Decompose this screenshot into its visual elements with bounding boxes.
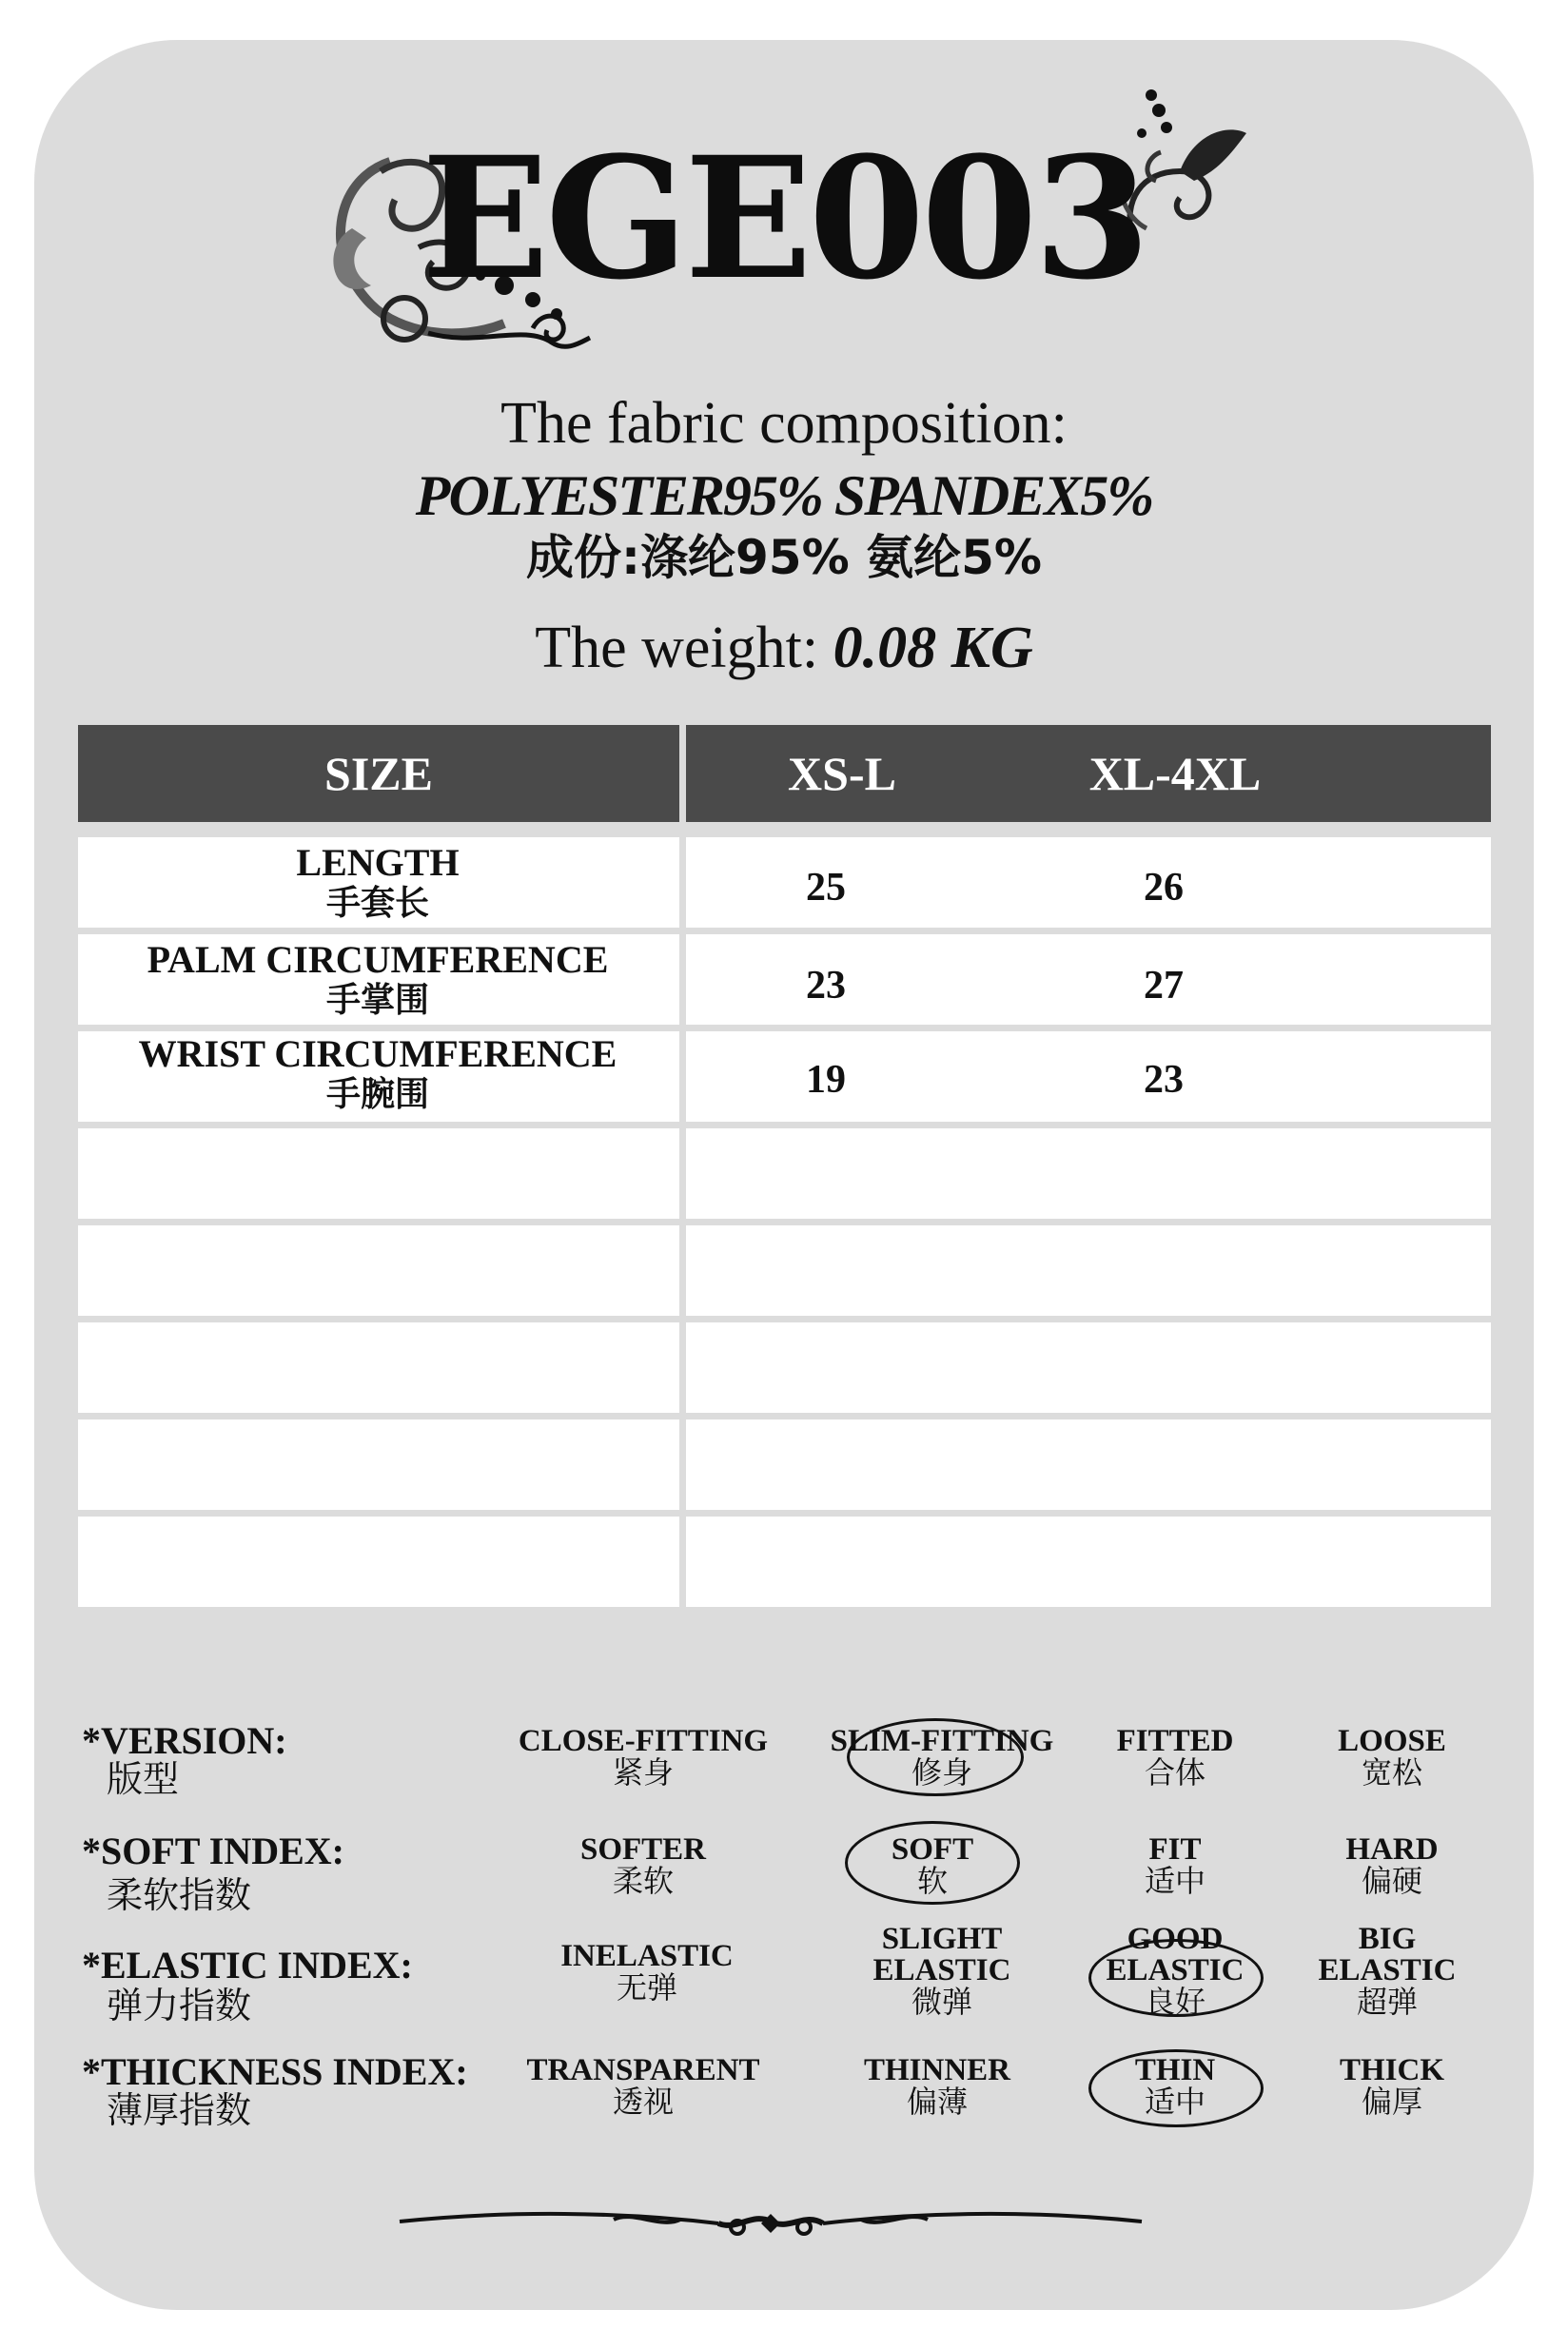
elastic-option: INELASTIC 无弹 (560, 1939, 734, 2006)
soft-option: FIT 适中 (1144, 1832, 1205, 1899)
selection-ring (847, 1718, 1024, 1796)
thickness-label: *THICKNESS INDEX: (82, 2050, 468, 2093)
elastic-option: SLIGHT ELASTIC 微弹 (872, 1922, 1011, 2020)
version-cn: 版型 (107, 1758, 180, 1800)
thickness-cn: 薄厚指数 (107, 2089, 252, 2131)
soft-option-selected: SOFT 软 (891, 1832, 974, 1899)
empty-row-left (78, 1128, 679, 1219)
elastic-cn: 弹力指数 (107, 1985, 252, 2026)
weight-value: 0.08 KG (833, 616, 1033, 680)
row-wrist-label (78, 1033, 677, 1115)
empty-row-right (686, 1128, 1491, 1219)
version-option: FITTED 合体 (1116, 1724, 1234, 1791)
empty-row-right (686, 1322, 1491, 1413)
version-option: CLOSE-FITTING 紧身 (518, 1724, 769, 1791)
weight-line (0, 613, 1568, 683)
wrist-xs-l: 19 (806, 1058, 846, 1102)
fabric-cn: 成份:涤纶95% 氨纶5% (526, 530, 1042, 585)
thickness-option: THINNER 偏薄 (863, 2053, 1011, 2120)
thickness-option: TRANSPARENT 透视 (526, 2053, 760, 2120)
empty-row-right (686, 1225, 1491, 1316)
selection-ring (1088, 2049, 1264, 2127)
empty-row-left (78, 1322, 679, 1413)
selection-ring (1088, 1939, 1264, 2017)
length-xs-l: 25 (806, 866, 846, 910)
wrist-en: WRIST CIRCUMFERENCE (138, 1032, 617, 1075)
weight-label: The weight: (535, 616, 819, 680)
palm-en: PALM CIRCUMFERENCE (147, 938, 609, 981)
fabric-title: The fabric composition: (500, 391, 1068, 456)
length-en: LENGTH (296, 841, 460, 884)
empty-row-right (686, 1419, 1491, 1510)
palm-xl-4xl: 27 (1144, 964, 1184, 1008)
header-size: SIZE (78, 725, 679, 822)
header-xs-l: XS-L (788, 747, 896, 800)
soft-label: *SOFT INDEX: (82, 1830, 344, 1872)
palm-xs-l: 23 (806, 964, 846, 1008)
version-option: LOOSE 宽松 (1338, 1724, 1446, 1791)
header-xl-4xl: XL-4XL (1088, 747, 1262, 800)
fabric-value: POLYESTER95% SPANDEX5% (415, 464, 1153, 527)
empty-row-right (686, 1517, 1491, 1607)
wrist-xl-4xl: 23 (1144, 1058, 1184, 1102)
empty-row-left (78, 1225, 679, 1316)
length-xl-4xl: 26 (1144, 866, 1184, 910)
soft-option: SOFTER 柔软 (579, 1832, 707, 1899)
soft-option: HARD 偏硬 (1345, 1832, 1439, 1899)
row-palm-label (78, 939, 677, 1021)
thickness-option-selected: THIN 适中 (1134, 2053, 1216, 2120)
palm-cn: 手掌围 (325, 981, 429, 1020)
version-option-selected: SLIM-FITTING 修身 (830, 1724, 1054, 1791)
wrist-cn: 手腕围 (325, 1075, 429, 1114)
thickness-option: THICK 偏厚 (1339, 2053, 1445, 2120)
divider-ornament-icon (395, 2193, 1147, 2250)
elastic-option: BIG ELASTIC 超弹 (1318, 1922, 1457, 2020)
length-cn: 手套长 (325, 884, 429, 923)
selection-ring (845, 1821, 1020, 1905)
empty-row-left (78, 1517, 679, 1607)
row-length-label (78, 842, 677, 924)
elastic-option-selected: GOOD ELASTIC 良好 (1106, 1922, 1245, 2020)
empty-row-left (78, 1419, 679, 1510)
elastic-label: *ELASTIC INDEX: (82, 1944, 413, 1987)
product-code: EGE003 (421, 120, 1147, 317)
soft-cn: 柔软指数 (107, 1874, 252, 1916)
version-label: *VERSION: (82, 1719, 287, 1762)
